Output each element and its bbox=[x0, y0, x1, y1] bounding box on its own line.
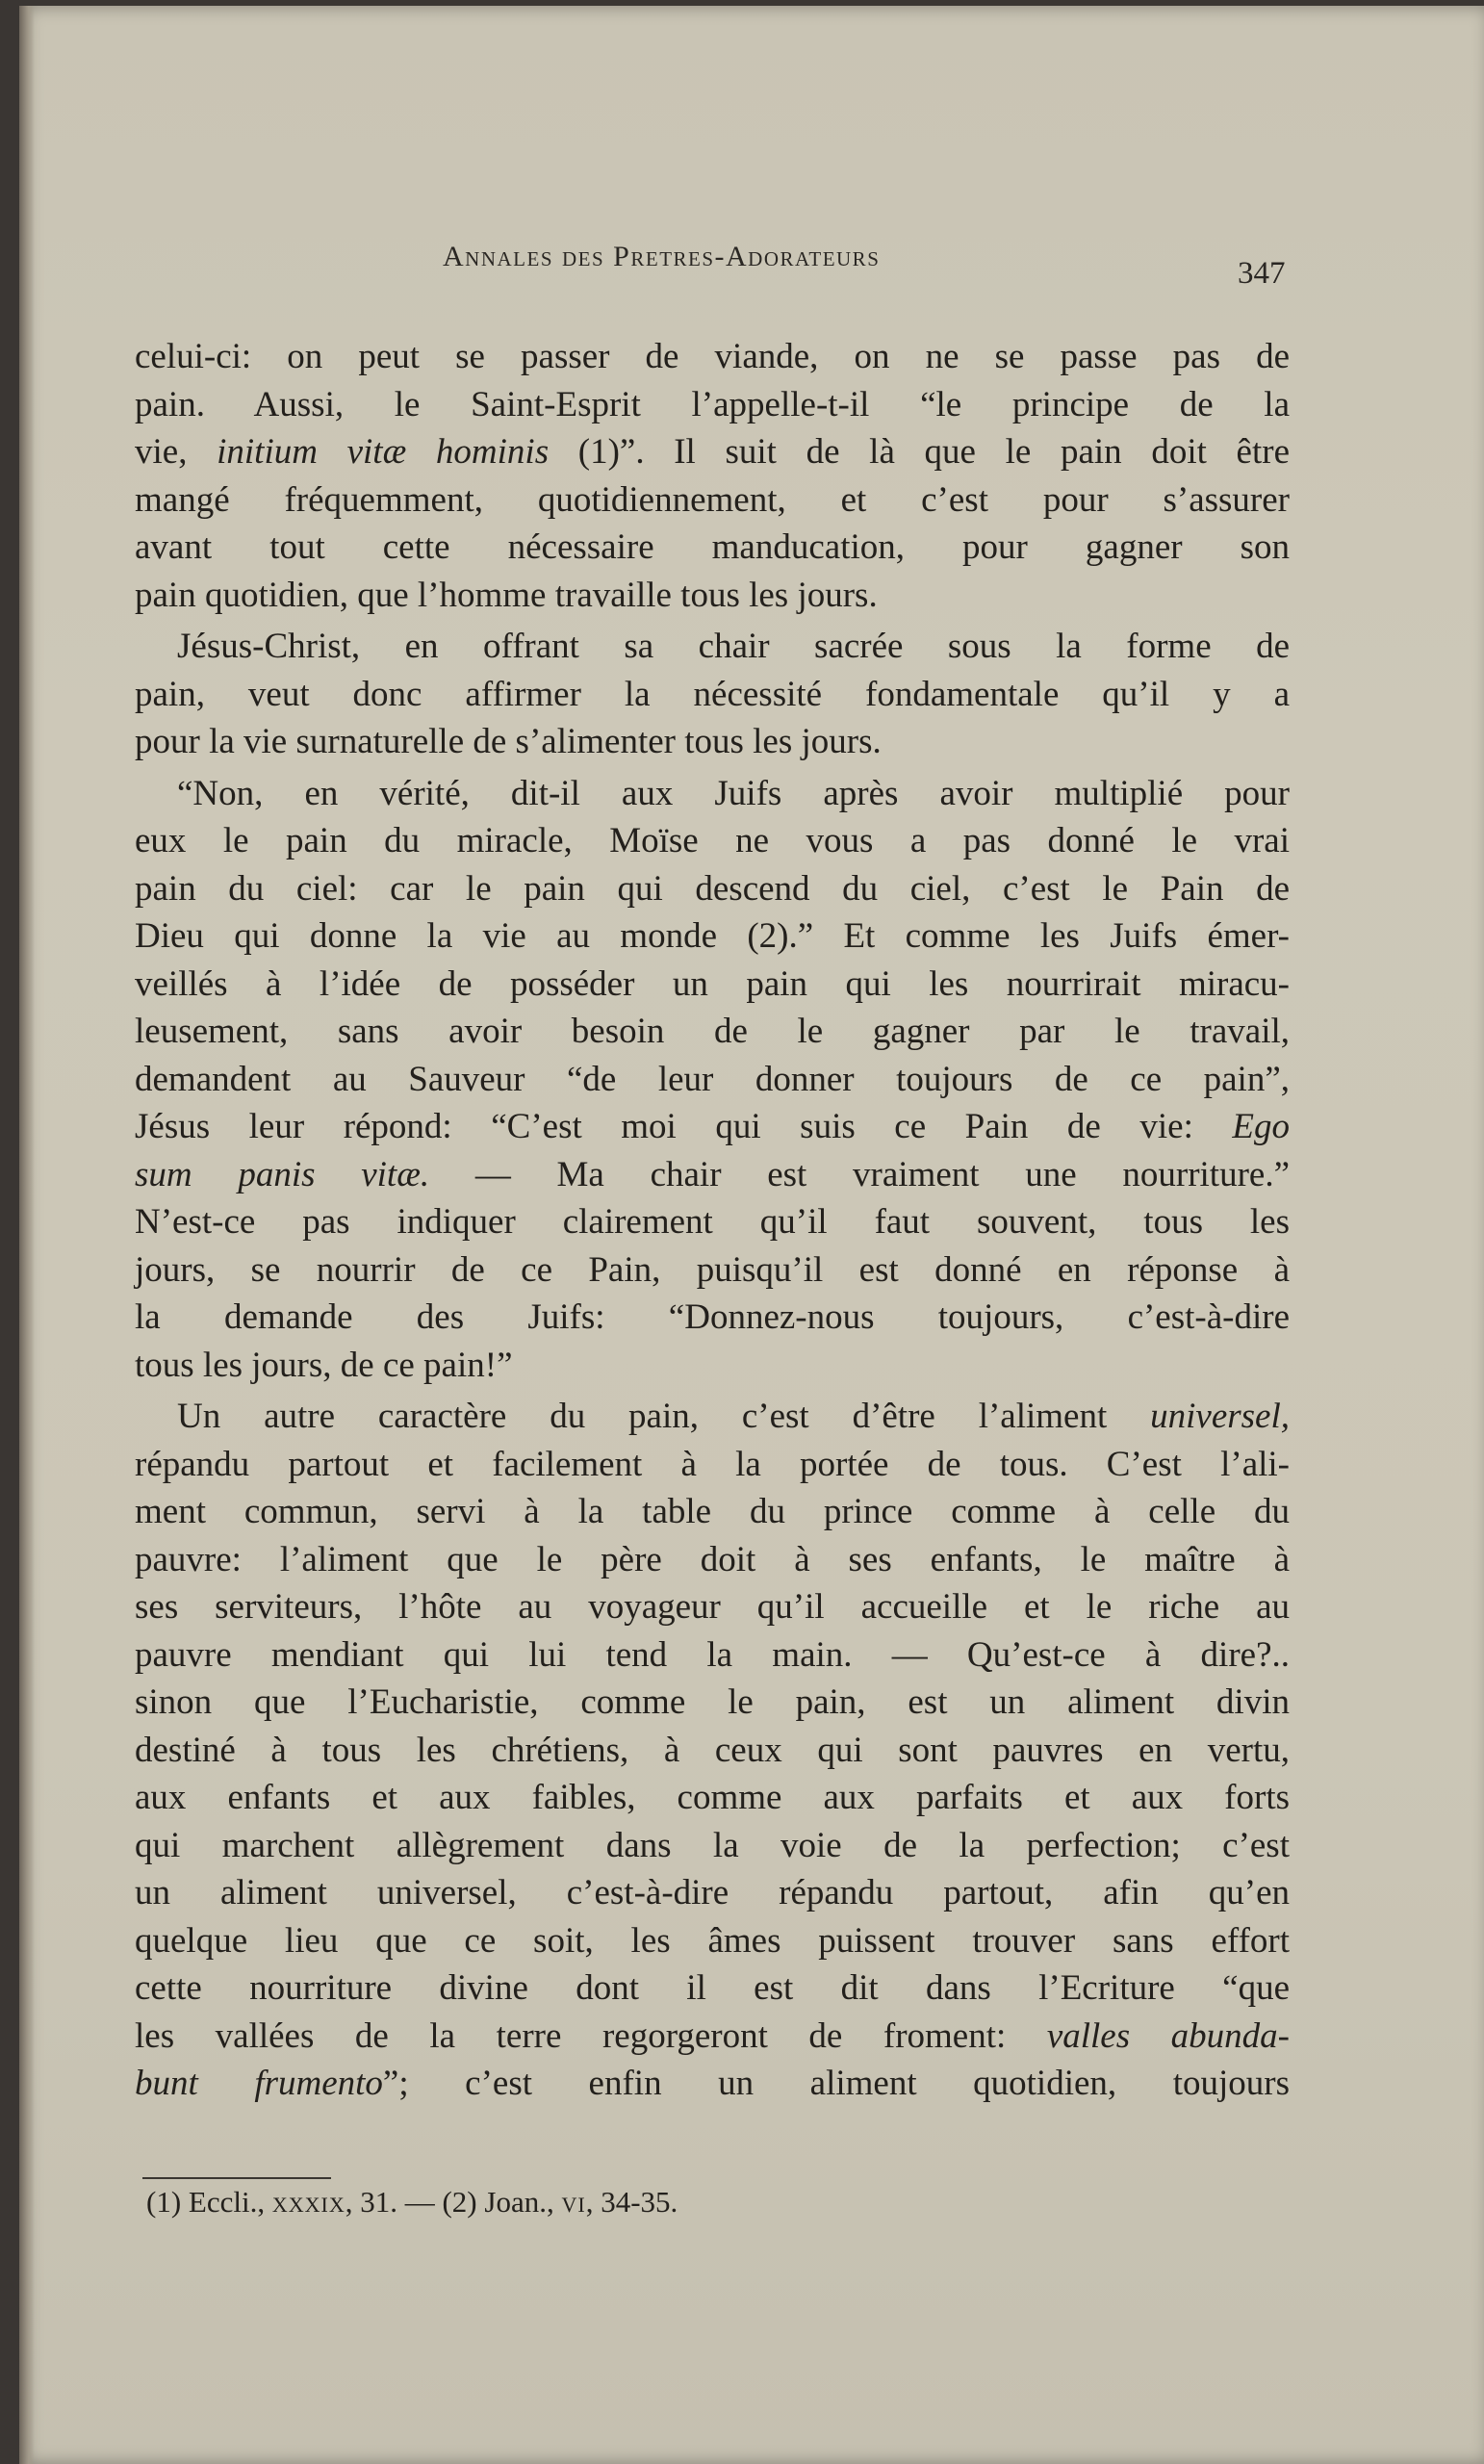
footnote-2-chapter: vi bbox=[561, 2185, 586, 2219]
text-line: eux le pain du miracle, Moïse ne vous a pas donné le vrai bbox=[135, 821, 1290, 860]
text-line: aux enfants et aux faibles, comme aux parfaits et aux forts bbox=[135, 1778, 1290, 1817]
text-line: demandent au Sauveur “de leur donner toujours de ce pain”, bbox=[135, 1059, 1290, 1099]
text-line: veillés à l’idée de posséder un pain qui les nourrirait miracu- bbox=[135, 963, 1290, 1004]
text-line: avant tout cette nécessaire manducation, pour gagner son bbox=[135, 527, 1290, 567]
text-line: bunt frumento”; c’est enfin un aliment quotidien, toujours bbox=[135, 2064, 1290, 2103]
text-line: pain. Aussi, le Saint-Esprit l’appelle-t-il “le principe de la bbox=[135, 384, 1290, 424]
text-line: sinon que l’Eucharistie, comme le pain, est un aliment divin bbox=[135, 1682, 1290, 1722]
text-line: pain, veut donc affirmer la nécessité fondamentale qu’il y a bbox=[135, 674, 1290, 714]
text-line: Un autre caractère du pain, c’est d’être l’aliment universel, bbox=[177, 1397, 1290, 1436]
text-line: quelque lieu que ce soit, les âmes puissent trouver sans effort bbox=[135, 1920, 1290, 1961]
text-line: qui marchent allègrement dans la voie de la perfection; c’est bbox=[135, 1825, 1290, 1865]
text-line: les vallées de la terre regorgeront de froment: valles abunda- bbox=[135, 2015, 1290, 2056]
italic-phrase: Ego bbox=[1232, 1107, 1290, 1146]
text-line: pauvre: l’aliment que le père doit à ses enfants, le maître à bbox=[135, 1539, 1290, 1579]
text-line: un aliment universel, c’est-à-dire répandu partout, afin qu’en bbox=[135, 1873, 1290, 1912]
footnotes bbox=[146, 2185, 678, 2220]
text-line: répandu partout et facilement à la portée de tous. C’est l’ali- bbox=[135, 1444, 1290, 1484]
paragraph bbox=[135, 770, 1290, 1390]
footnote-1-verse: , 31. — bbox=[345, 2185, 435, 2219]
text-line: cette nourriture divine dont il est dit dans l’Ecriture “que bbox=[135, 1968, 1290, 2008]
footnote-1-chapter: xxxix bbox=[271, 2185, 345, 2219]
text-line: pain quotidien, que l’homme travaille tous les jours. bbox=[135, 575, 878, 615]
footnote-2-source: Joan., bbox=[484, 2185, 554, 2219]
text-line: celui-ci: on peut se passer de viande, on ne se passe pas de bbox=[135, 337, 1290, 376]
text-line: destiné à tous les chrétiens, à ceux qui sont pauvres en vertu, bbox=[135, 1730, 1290, 1770]
footnote-2-verse: , 34-35. bbox=[585, 2185, 678, 2219]
paragraph bbox=[135, 1393, 1290, 2108]
text-line: ment commun, servi à la table du prince comme à celle du bbox=[135, 1492, 1290, 1531]
text-line: la demande des Juifs: “Donnez-nous toujours, c’est-à-dire bbox=[135, 1297, 1290, 1337]
text-line: pain du ciel: car le pain qui descend du ciel, c’est le Pain de bbox=[135, 868, 1290, 909]
text-line: pour la vie surnaturelle de s’alimenter tous les jours. bbox=[135, 722, 882, 761]
footnote-2 bbox=[442, 2185, 678, 2219]
italic-phrase: initium vitæ hominis bbox=[217, 432, 550, 472]
italic-phrase: valles abunda- bbox=[1046, 2015, 1290, 2056]
page-number: 347 bbox=[1238, 256, 1286, 291]
italic-phrase: sum panis vitæ. bbox=[135, 1154, 430, 1194]
text-line: N’est-ce pas indiquer clairement qu’il faut souvent, tous les bbox=[135, 1202, 1290, 1242]
text-line: Dieu qui donne la vie au monde (2).” Et comme les Juifs émer- bbox=[135, 916, 1290, 956]
text-line: mangé fréquemment, quotidiennement, et c’est pour s’assurer bbox=[135, 479, 1290, 520]
page-gutter-shadow bbox=[19, 6, 35, 2464]
text-line: ses serviteurs, l’hôte au voyageur qu’il accueille et le riche au bbox=[135, 1587, 1290, 1627]
paragraph bbox=[135, 333, 1290, 619]
footnote-1 bbox=[146, 2185, 442, 2219]
footnote-1-source: Eccli., bbox=[188, 2185, 266, 2219]
text-line: “Non, en vérité, dit-il aux Juifs après avoir multiplié pour bbox=[177, 773, 1290, 813]
footnote-rule bbox=[142, 2177, 331, 2179]
paragraph bbox=[135, 623, 1290, 766]
book-page bbox=[19, 6, 1484, 2464]
body-text bbox=[135, 333, 1290, 2108]
text-line: Jésus-Christ, en offrant sa chair sacrée sous la forme de bbox=[177, 627, 1290, 666]
text-line: leusement, sans avoir besoin de le gagner par le travail, bbox=[135, 1012, 1290, 1051]
text-line: sum panis vitæ. — Ma chair est vraiment une nourriture.” bbox=[135, 1154, 1290, 1194]
italic-phrase: universel, bbox=[1150, 1397, 1290, 1436]
text-line: vie, initium vitæ hominis (1)”. Il suit de là que le pain doit être bbox=[135, 432, 1290, 472]
footnote-1-mark: (1) bbox=[146, 2185, 182, 2219]
italic-phrase: bunt frumento bbox=[135, 2064, 383, 2103]
text-line: pauvre mendiant qui lui tend la main. — Qu’est-ce à dire?.. bbox=[135, 1634, 1290, 1675]
text-line: tous les jours, de ce pain!” bbox=[135, 1345, 513, 1385]
text-line: Jésus leur répond: “C’est moi qui suis ce Pain de vie: Ego bbox=[135, 1107, 1290, 1146]
footnote-2-mark: (2) bbox=[442, 2185, 477, 2219]
text-line: jours, se nourrir de ce Pain, puisqu’il est donné en réponse à bbox=[135, 1249, 1290, 1290]
running-title: Annales des Pretres-Adorateurs bbox=[443, 241, 881, 272]
